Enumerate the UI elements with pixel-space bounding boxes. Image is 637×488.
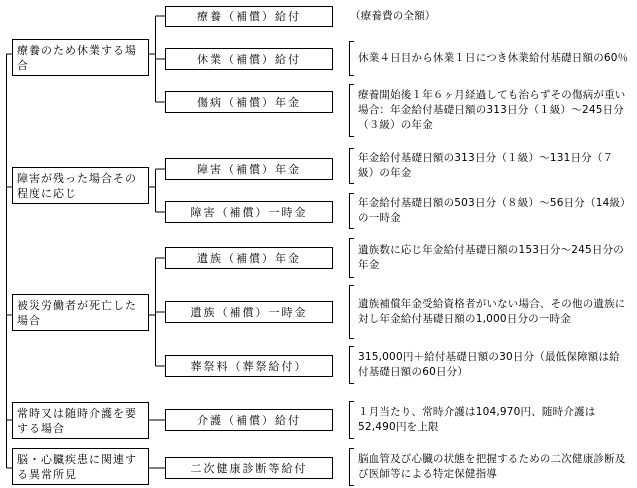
benefit-funeral: 葬祭料（葬祭給付） [165, 355, 333, 377]
benefit-disability-pension: 障害（補償）年金 [165, 158, 333, 180]
benefit-leave: 休業（補償）給付 [165, 48, 333, 70]
benefit-disability-lump-sum: 障害（補償）一時金 [165, 201, 333, 223]
description-disability-pension: 年金給付基礎日額の313日分（１級）～131日分（７級）の年金 [349, 148, 631, 184]
category-disability: 障害が残った場合その程度に応じ [12, 167, 149, 204]
category-health-checkup: 脳・心臓疾患に関連する異常所見 [12, 448, 149, 485]
benefit-survivor-lump-sum: 遺族（補償）一時金 [165, 301, 333, 323]
description-nursing-care: １月当たり、常時介護は104,970円、随時介護は52,490円を上限 [349, 401, 631, 439]
benefit-secondary-checkup: 二次健康診断等給付 [165, 457, 333, 479]
benefit-survivor-pension: 遺族（補償）年金 [165, 247, 333, 269]
category-medical-leave: 療養のため休業する場合 [12, 39, 149, 76]
benefit-medical-care: 療養（補償）給付 [165, 6, 333, 27]
description-leave: 休業４日目から休業１日につき休業給付基礎日額の60％ [349, 41, 631, 76]
description-medical-care: （療養費の全額） [350, 10, 436, 22]
category-death: 被災労働者が死亡した場合 [12, 294, 149, 331]
description-secondary-checkup: 脳血管及び心臓の状態を把握するための二次健康診断及び医師等による特定保健指導 [349, 448, 631, 486]
description-survivor-lump-sum: 遺族補償年金受給資格者がいない場合、その他の遺族に対し年金給付基礎日額の1,000日分の一時金 [349, 285, 631, 339]
description-disability-lump-sum: 年金給付基礎日額の503日分（８級）～56日分（14級）の一時金 [349, 193, 631, 229]
description-injury-pension: 療養開始後１年６ヶ月経過しても治らずその傷病が重い場合：年金給付基礎日額の313日分（１級）～245日分（３級）の年金 [349, 84, 631, 137]
category-nursing-care: 常時又は随時介護を要する場合 [12, 402, 149, 439]
benefit-injury-pension: 傷病（補償）年金 [165, 91, 333, 113]
description-survivor-pension: 遺族数に応じ年金給付基礎日額の153日分～245日分の年金 [349, 238, 631, 278]
description-funeral: 315,000円＋給付基礎日額の30日分（最低保障額は給付基礎日額の60日分） [349, 346, 631, 384]
benefit-nursing-care: 介護（補償）給付 [165, 409, 333, 431]
